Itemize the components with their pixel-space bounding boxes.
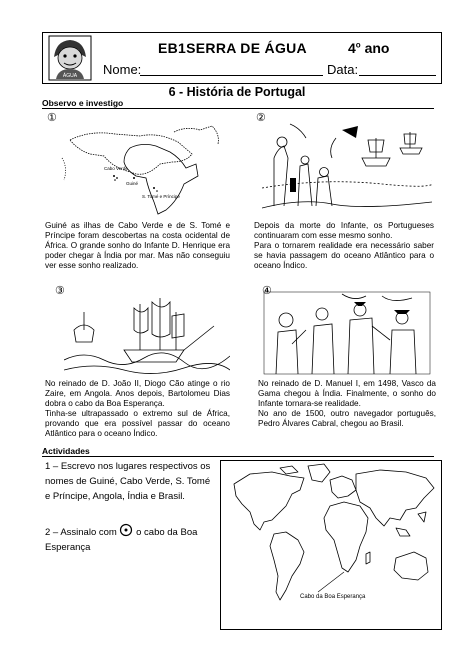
panel-1-paragraph: Guiné as ilhas de Cabo Verde e de S. Tomé e Príncipe foram descobertas na costa ocidental de África. O grande sonho do Infante D. Henrique era poder chegar à Índia por mar. Mas não conseguiu ver esse sonho realizado. <box>45 221 230 270</box>
panel-3-number: ③ <box>55 285 65 297</box>
grade-label <box>348 40 389 56</box>
activity-2-prefix: 2 – Assinalo com <box>45 527 117 538</box>
ships-and-people-illustration <box>262 118 432 216</box>
panel-1-number: ① <box>47 112 57 124</box>
activity-1: 1 – Escrevo nos lugares respectivos os nomes de Guiné, Cabo Verde, S. Tomé e Príncipe, Angola, Índia e Brasil. <box>45 461 211 502</box>
panel-3-paragraph-2: Tinha-se ultrapassado o extremo sul de África, provando que era possível passar do oceano Atlântico para o oceano Índico. <box>45 409 230 438</box>
panel-1-text <box>45 221 230 271</box>
date-label: Data: <box>327 62 359 77</box>
date-field[interactable] <box>359 75 436 76</box>
vasco-da-gama-arrival-illustration <box>262 290 432 376</box>
school-logo <box>48 35 92 81</box>
grade-ordinal: o <box>355 40 361 50</box>
activity-2-suffix: o cabo da Boa Esperança <box>45 527 198 553</box>
panel-2-number: ② <box>256 112 266 124</box>
panel-4-paragraph-1: No reinado de D. Manuel I, em 1498, Vasco da Gama chegou à Índia. Finalmente, o sonho do Infante tornara-se realidade. <box>258 379 436 408</box>
africa-map-illustration <box>60 118 230 218</box>
page-title: 6 - História de Portugal <box>168 85 306 99</box>
panel-4-number: ④ <box>262 285 272 297</box>
panel-4-text <box>258 379 436 429</box>
name-field[interactable] <box>140 75 323 76</box>
activities-label: Actividades <box>42 446 90 456</box>
cape-of-good-hope-label: Cabo da Boa Esperança <box>300 594 366 600</box>
map-label-cabo-verde: Cabo Verde <box>104 166 128 171</box>
map-label-sao-tome: S. Tomé e Príncipe <box>142 194 180 199</box>
activities-divider <box>42 456 434 457</box>
name-label: Nome: <box>103 62 142 77</box>
activity-1-text <box>45 459 215 504</box>
panel-2-paragraph-2: Para o tornarem realidade era necessário saber se havia passagem do oceano Atlântico para o oceano Índico. <box>254 241 434 270</box>
panel-3-paragraph-1: No reinado de D. João II, Diogo Cão atinge o rio Zaire, em Angola. Anos depois, Bartolomeu Dias dobra o cabo da Boa Esperança. <box>45 379 230 408</box>
panel-2-text <box>254 221 434 271</box>
panel-3-text <box>45 379 230 439</box>
activity-2-text <box>45 523 220 555</box>
section-divider <box>42 108 434 109</box>
grade-number: 4 <box>348 40 356 56</box>
svg-text:ÁGUA: ÁGUA <box>62 73 78 79</box>
caravel-storm-illustration <box>64 290 230 376</box>
grade-suffix: ano <box>364 40 390 56</box>
world-map[interactable] <box>220 460 442 630</box>
panel-2-paragraph-1: Depois da morte do Infante, os Portugueses continuaram com esse mesmo sonho. <box>254 221 434 240</box>
map-label-guine: Guiné <box>126 181 139 186</box>
panel-4-paragraph-2: No ano de 1500, outro navegador português, Pedro Álvares Cabral, chegou ao Brasil. <box>258 409 436 428</box>
school-name: EB1SERRA DE ÁGUA <box>158 40 307 56</box>
observe-label: Observo e investigo <box>42 98 124 108</box>
circled-dot-icon <box>119 523 133 537</box>
